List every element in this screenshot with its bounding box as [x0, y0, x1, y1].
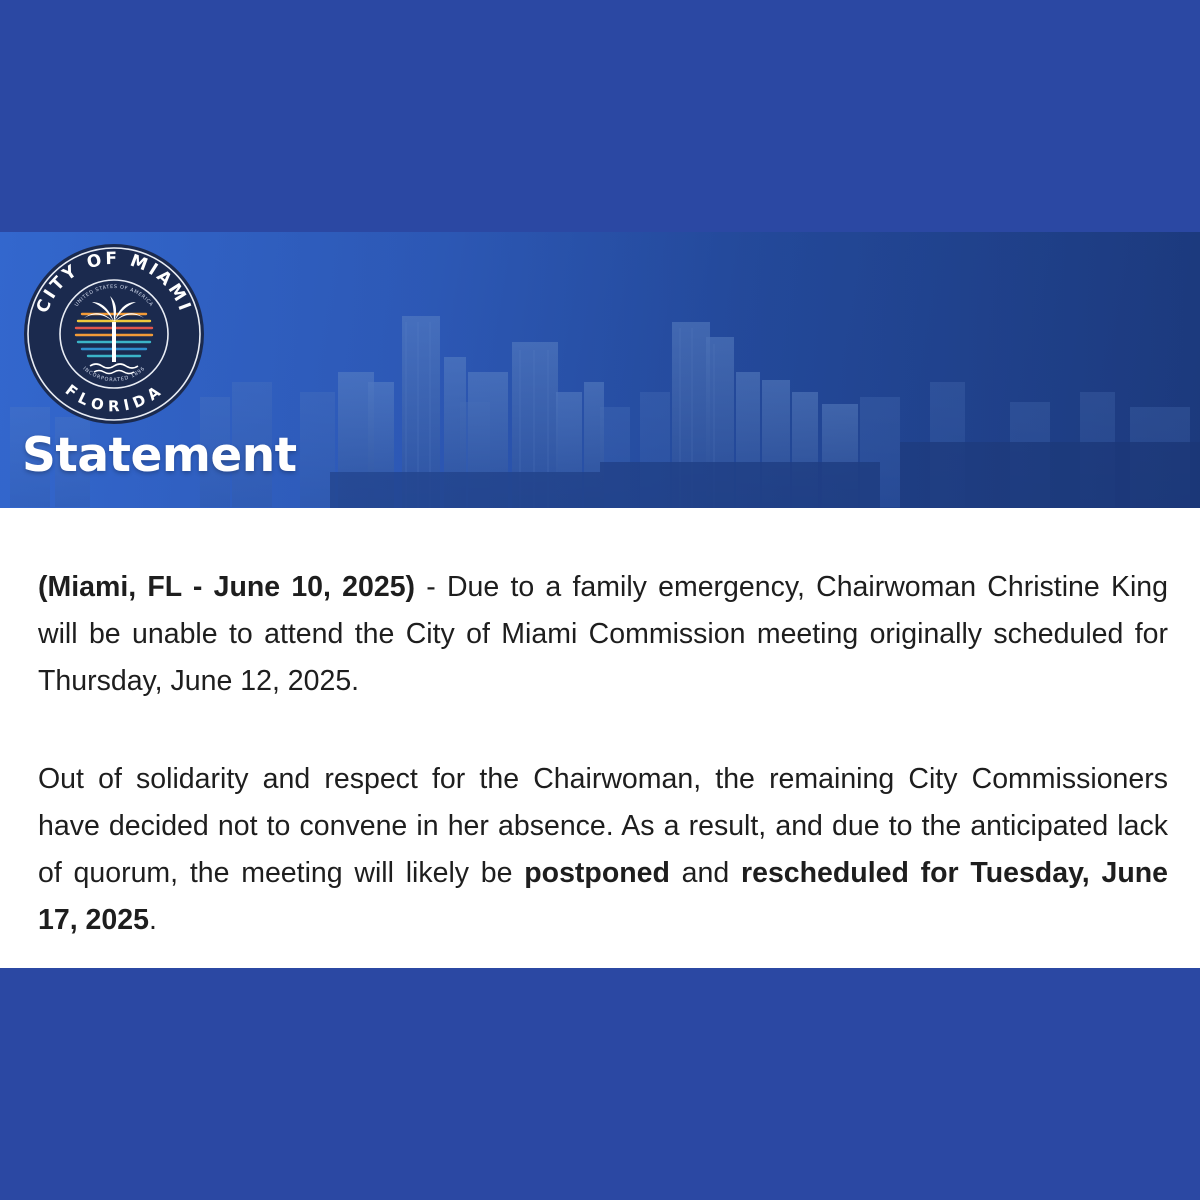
svg-text:FLORIDA: FLORIDA	[61, 380, 167, 416]
bottom-frame-band	[0, 968, 1200, 1200]
statement-banner	[0, 232, 1200, 508]
paragraph-2-text-end: .	[148, 904, 157, 936]
statement-body	[0, 508, 1200, 968]
statement-dateline: (Miami, FL - June 10, 2025)	[38, 571, 416, 603]
paragraph-1-text: - Due to a family emergency, Chairwoman Christine King will be unable to attend the City of Miami Commission meeting originally scheduled for Thursday, June 12, 2025.	[38, 571, 1168, 697]
reschedule-date-emphasis: rescheduled for Tuesday, June 17, 2025	[38, 857, 1168, 936]
paragraph-2-text-middle: and	[669, 857, 741, 889]
svg-text:UNITED STATES OF AMERICA: UNITED STATES OF AMERICA	[73, 283, 155, 309]
statement-paragraph-2	[38, 756, 1168, 944]
top-frame-band	[0, 0, 1200, 232]
paragraph-2-text-start: Out of solidarity and respect for the Chairwoman, the remaining City Commissioners have decided not to convene in her absence. As a result, and due to the anticipated lack of quorum, the meeting will likely be	[38, 763, 1168, 889]
statement-title: Statement	[22, 428, 297, 483]
svg-text:CITY OF MIAMI: CITY OF MIAMI	[32, 248, 196, 316]
statement-paragraph-1	[38, 564, 1168, 705]
postponed-emphasis: postponed	[524, 857, 670, 889]
city-of-miami-seal	[22, 242, 206, 426]
svg-text:INCORPORATED 1896: INCORPORATED 1896	[81, 365, 147, 384]
